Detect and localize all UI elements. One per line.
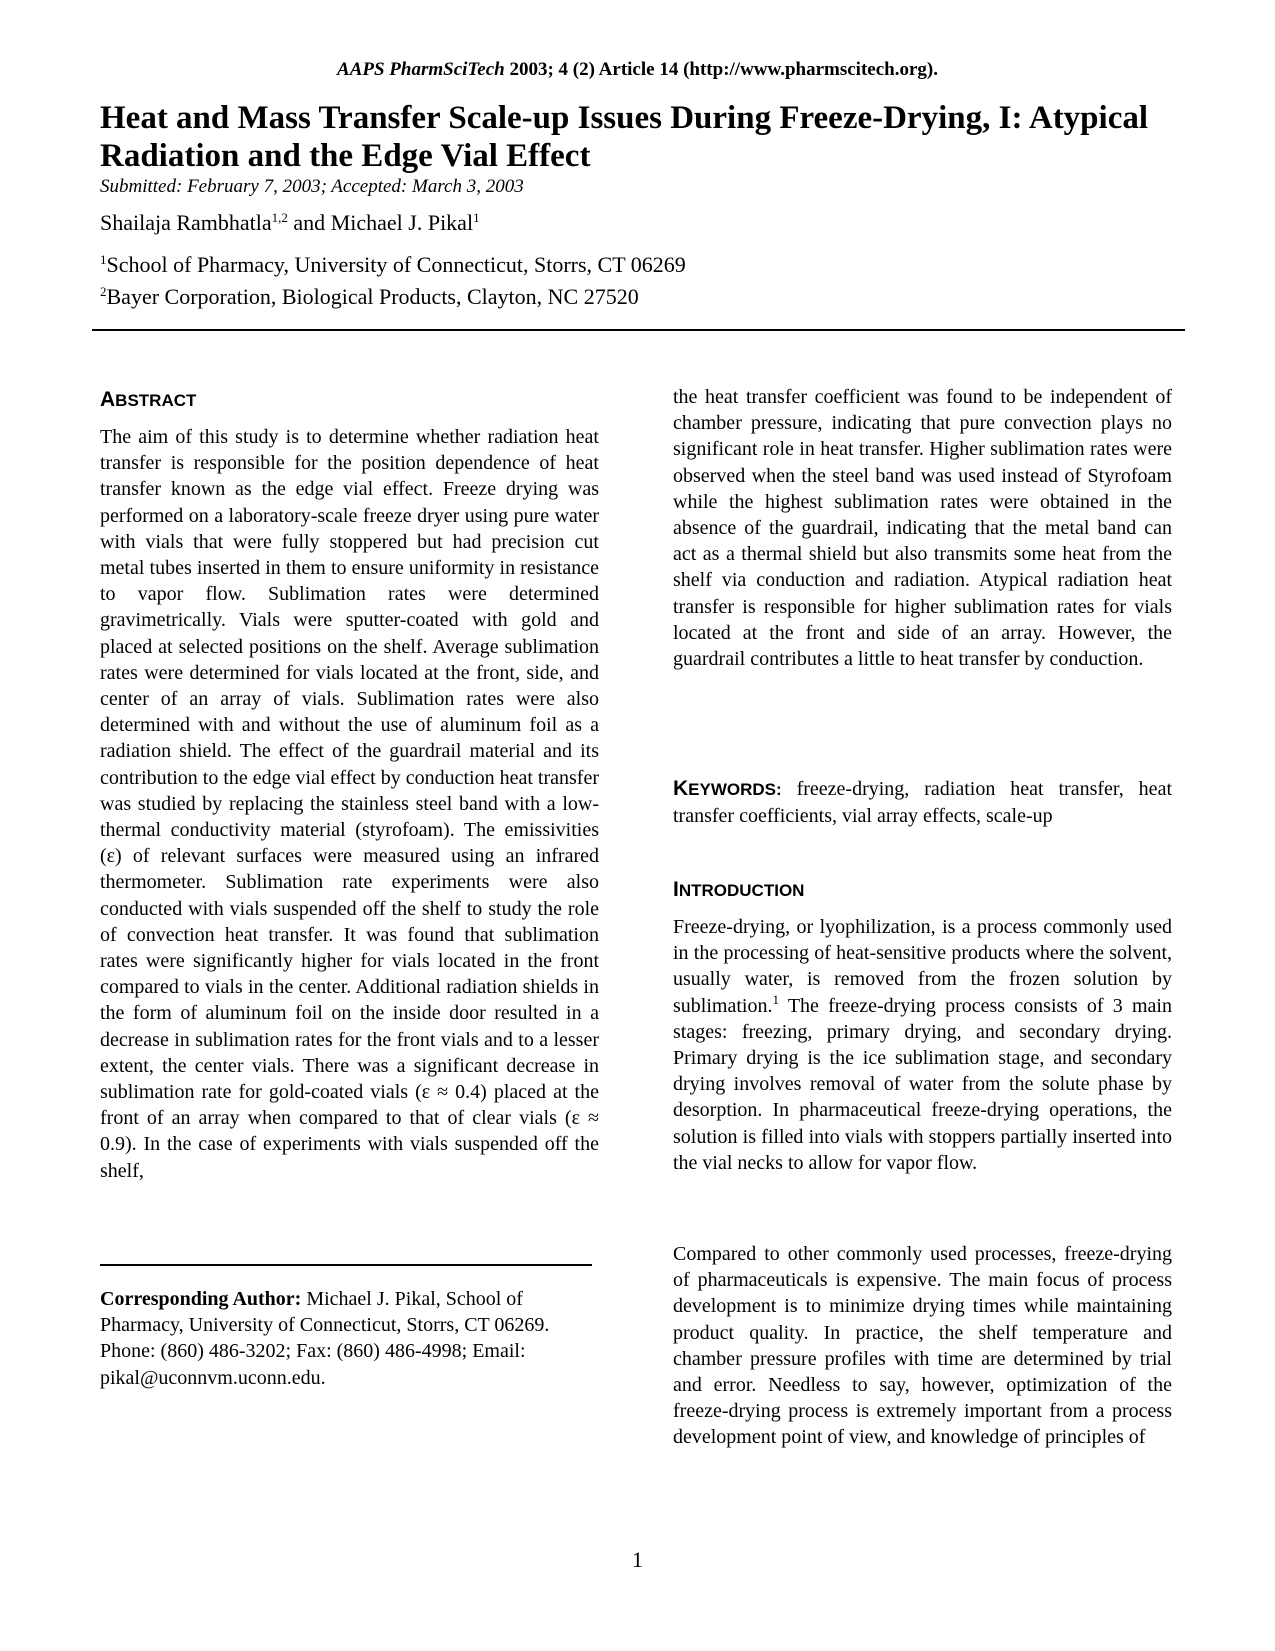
keywords-heading — [673, 779, 782, 800]
introduction-heading — [673, 878, 804, 902]
corresponding-label: Corresponding Author: — [100, 1288, 302, 1310]
affiliation-marker: 2 — [100, 284, 107, 299]
reference-marker: 1 — [772, 991, 779, 1007]
affiliation — [100, 284, 639, 310]
corresponding-author-note — [100, 1286, 599, 1391]
introduction-paragraph: Compared to other commonly used processes, freeze-drying of pharmaceuticals is expensive. The main focus of process development is to minimize drying times while maintaining product quality. In practice, the shelf temperature and chamber pressure profiles with time are determined by trial and error. Needless to say, however, optimization of the freeze-drying process is extremely important from a process development point of view, and knowledge of principles of — [673, 1243, 1172, 1449]
abstract-text-continued: the heat transfer coefficient was found to be independent of chamber pressure, indicating that pure convection plays no significant role in heat transfer. Higher sublimation rates were observed when the steel band was used instead of Styrofoam while the highest sublimation rates were obtained in the absence of the guardrail, indicating that the metal band can act as a thermal shield but also transmits some heat from the shelf via conduction and radiation. Atypical radiation heat transfer is responsible for higher sublimation rates for vials located at the front and side of an array. However, the guardrail contributes a little to heat transfer by conduction. — [673, 386, 1172, 671]
heading-initial: K — [673, 777, 689, 800]
affiliation-marker: 1,2 — [271, 210, 288, 225]
page-number: 1 — [632, 1547, 643, 1572]
journal-name: AAPS PharmSciTech — [337, 59, 505, 80]
affiliation — [100, 252, 686, 278]
author-name: Shailaja Rambhatla — [100, 210, 272, 235]
journal-issue: 2003; 4 (2) Article 14 (http://www.pharmscitech.org). — [504, 59, 938, 80]
heading-rest: EYWORDS: — [688, 780, 782, 799]
author-list — [100, 210, 480, 236]
submission-dates: Submitted: February 7, 2003; Accepted: March 3, 2003 — [100, 176, 524, 197]
affiliation-text: Bayer Corporation, Biological Products, Clayton, NC 27520 — [106, 284, 639, 309]
heading-rest: NTRODUCTION — [678, 881, 805, 900]
author-name: Michael J. Pikal — [330, 210, 474, 235]
journal-citation — [0, 59, 1275, 81]
paragraph-text: The freeze-drying process consists of 3 main stages: freezing, primary drying, and secondary drying. Primary drying is the ice sublimation stage, and secondary drying involves removal of water from the solute phase by desorption. In pharmaceutical freeze-drying operations, the solution is filled into vials with stoppers partially inserted into the vial necks to allow for vapor flow. — [673, 994, 1172, 1174]
heading-initial: A — [100, 388, 116, 411]
author-joiner: and — [287, 210, 331, 235]
heading-initial: I — [673, 878, 679, 901]
footnote-divider — [100, 1264, 592, 1266]
keywords-text: freeze-drying, radiation heat transfer, heat transfer coefficients, vial array effects, scale-up — [673, 778, 1172, 828]
corresponding-details: Michael J. Pikal, School of Pharmacy, University of Connecticut, Storrs, CT 06269. Phone: (860) 486-3202; Fax: (860) 486-4998; Email: pikal@uconnvm.uconn.edu. — [100, 1288, 550, 1389]
keywords — [673, 776, 1172, 829]
paper-title: Heat and Mass Transfer Scale-up Issues During Freeze-Drying, I: Atypical Radiation and the Edge Vial Effect — [100, 100, 1149, 174]
paragraph-text: Freeze-drying, or lyophilization, is a process commonly used in the processing of heat-sensitive products where the solvent, usually water, is removed from the frozen solution by sublimation. — [673, 916, 1172, 1017]
affiliation-text: School of Pharmacy, University of Connecticut, Storrs, CT 06269 — [106, 252, 686, 277]
abstract-heading — [100, 388, 196, 412]
abstract-text: The aim of this study is to determine whether radiation heat transfer is responsible for the position dependence of heat transfer known as the edge vial effect. Freeze drying was performed on a laboratory-scale freeze dryer using pure water with vials that were fully stoppered but had precision cut metal tubes inserted in them to ensure uniformity in resistance to vapor flow. Sublimation rates were determined gravimetrically. Vials were sputter-coated with gold and placed at selected positions on the shelf. Average sublimation rates were determined for vials located at the front, side, and center of an array of vials. Sublimation rates were also determined with and without the use of aluminum foil as a radiation shield. The effect of the guardrail material and its contribution to the edge vial effect by conduction heat transfer was studied by replacing the stainless steel band with a low-thermal conductivity material (styrofoam). The emissivities (ε) of relevant surfaces were measured using an infrared thermometer. Sublimation rate experiments were also conducted with vials suspended off the shelf to study the role of convection heat transfer. It was found that sublimation rates were significantly higher for vials located in the front compared to vials in the center. Additional radiation shields in the form of aluminum foil on the inside door resulted in a decrease in sublimation rates for the front vials and to a lesser extent, the center vials. There was a significant decrease in sublimation rate for gold-coated vials (ε ≈ 0.4) placed at the front of an array when compared to that of clear vials (ε ≈ 0.9). In the case of experiments with vials suspended off the shelf, — [100, 426, 599, 1182]
affiliation-marker: 1 — [100, 252, 107, 267]
heading-rest: BSTRACT — [115, 391, 197, 410]
introduction-paragraph — [673, 914, 1172, 1176]
header-divider — [92, 329, 1185, 331]
affiliation-marker: 1 — [473, 210, 480, 225]
